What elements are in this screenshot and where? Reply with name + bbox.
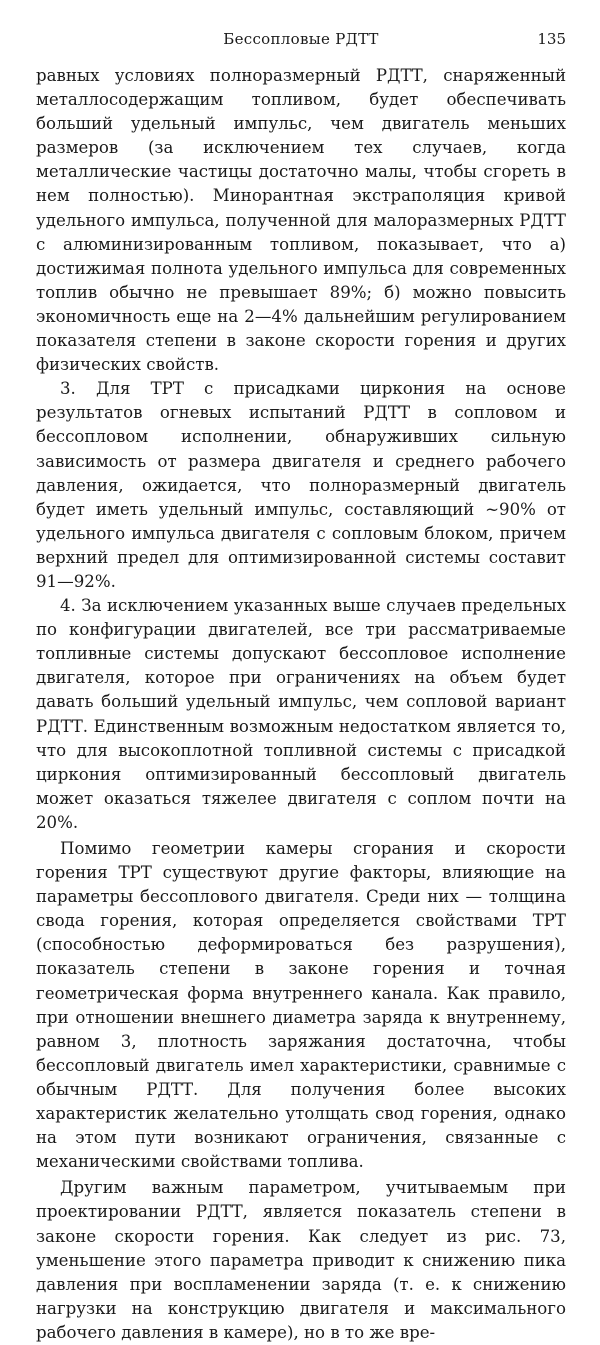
paragraph-item-4: 4. За исключением указанных выше случаев предельных по конфигурации двигателей, все три рассматриваемые топливные системы допускают бессопловое исполнение двигателя, которое при ограничениях на объем будет давать больший удельный импульс, чем сопловой вариант РДТТ. Единственным возможным недостатком является то, что для высокоплотной топливной системы с присадкой циркония оптимизированный бессопловый двигатель может оказаться тяжелее двигателя с соплом почти на 20%. [36, 596, 566, 832]
page-number: 135 [537, 30, 566, 48]
body-text [36, 64, 566, 1345]
paragraph-item-3: 3. Для ТРТ с присадками циркония на основе результатов огневых испытаний РДТТ в сопловом и бессопловом исполнении, обнаруживших сильную зависимость от размера двигателя и среднего рабочего давления, ожидается, что полноразмерный двигатель будет иметь удельный импульс, составляющий ~90% от удельного импульса двигателя с сопловым блоком, причем верхний предел для оптимизированной системы составит 91—92%. [36, 379, 566, 591]
running-header [36, 30, 566, 52]
paragraph-continuation: равных условиях полноразмерный РДТТ, снаряженный металлосодержащим топливом, будет обеспечивать больший удельный импульс, чем двигатель меньших размеров (за исключением тех случаев, когда металлические частицы достаточно малы, чтобы сгореть в нем полностью). Минорантная экстраполяция кривой удельного импульса, полученной для малоразмерных РДТТ с алюминизированным топливом, показывает, что а) достижимая полнота удельного импульса для современных топлив обычно не превышает 89%; б) можно повысить экономичность еще на 2—4% дальнейшим регулированием показателя степени в законе скорости горения и других физических свойств. [36, 66, 566, 375]
paragraph-other-factors: Помимо геометрии камеры сгорания и скорости горения ТРТ существуют другие факторы, влияющие на параметры бессоплового двигателя. Среди них — толщина свода горения, которая определяется свойствами ТРТ (способностью деформироваться без разрушения), показатель степени в законе горения и точная геометрическая форма внутреннего канала. Как правило, при отношении внешнего диаметра заряда к внутреннему, равном 3, плотность заряжания достаточна, чтобы бессопловый двигатель имел характеристики, сравнимые с обычным РДТТ. Для получения более высоких характеристик желательно утолщать свод горения, однако на этом пути возникают ограничения, связанные с механическими свойствами топлива. [36, 839, 566, 1172]
running-title: Бессопловые РДТТ [223, 30, 379, 48]
paragraph-burn-rate-exponent: Другим важным параметром, учитываемым при проектировании РДТТ, является показатель степени в законе скорости горения. Как следует из рис. 73, уменьшение этого параметра приводит к снижению пика давления при воспламенении заряда (т. е. к снижению нагрузки на конструкцию двигателя и максимального рабочего давления в камере), но в то же вре- [36, 1178, 566, 1342]
